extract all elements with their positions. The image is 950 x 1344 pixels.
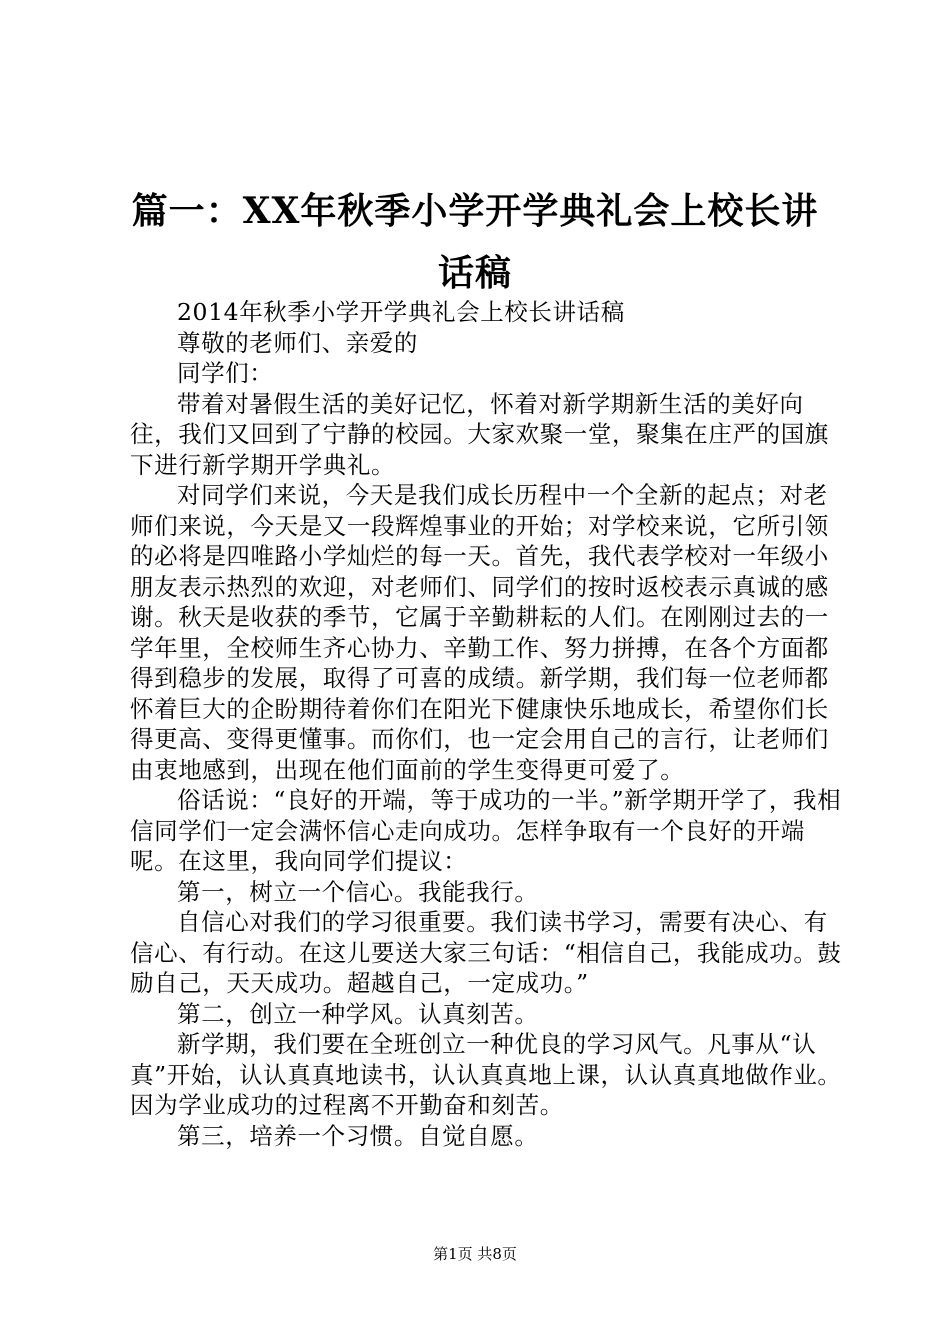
page-footer: 第1页 共8页 [433,1245,517,1263]
paragraph: 新学期，我们要在全班创立一种优良的学习风气。凡事从“认真”开始，认认真真地读书，认认真真地上课，认认真真地做作业。因为学业成功的过程离不开勤奋和刻苦。 [130,1030,842,1119]
paragraph: 俗话说：“良好的开端，等于成功的一半。”新学期开学了，我相信同学们一定会满怀信心走向成功。怎样争取有一个良好的开端呢。在这里，我向同学们提议： [130,786,842,875]
document-body [130,297,850,1151]
paragraph: 对同学们来说，今天是我们成长历程中一个全新的起点；对老师们来说，今天是又一段辉煌事业的开始；对学校来说，它所引领的必将是四唯路小学灿烂的每一天。首先，我代表学校对一年级小朋友表示热烈的欢迎，对老师们、同学们的按时返校表示真诚的感谢。秋天是收获的季节，它属于辛勤耕耘的人们。在刚刚过去的一学年里，全校师生齐心协力、辛勤工作、努力拼搏，在各个方面都得到稳步的发展，取得了可喜的成绩。新学期，我们每一位老师都怀着巨大的企盼期待着你们在阳光下健康快乐地成长，希望你们长得更高、变得更懂事。而你们，也一定会用自己的言行，让老师们由衷地感到，出现在他们面前的学生变得更可爱了。 [130,481,829,784]
paragraph: 第三，培养一个习惯。自觉自愿。 [177,1121,539,1150]
paragraph: 第一，树立一个信心。我能我行。 [177,877,539,906]
paragraph: 第二，创立一种学风。认真刻苦。 [177,999,539,1028]
paragraph: 自信心对我们的学习很重要。我们读书学习，需要有决心、有信心、有行动。在这儿要送大家三句话：“相信自己，我能成功。鼓励自己，天天成功。超越自己，一定成功。” [130,908,842,997]
paragraph: 2014年秋季小学开学典礼会上校长讲话稿 [177,298,625,326]
paragraph: 尊敬的老师们、亲爱的 [177,328,418,357]
paragraph: 同学们： [177,359,274,387]
paragraph: 带着对暑假生活的美好记忆，怀着对新学期新生活的美好向往，我们又回到了宁静的校园。大家欢聚一堂，聚集在庄严的国旗下进行新学期开学典礼。 [130,389,829,479]
document-title: 篇一：XX年秋季小学开学典礼会上校长讲话稿 [131,190,819,294]
